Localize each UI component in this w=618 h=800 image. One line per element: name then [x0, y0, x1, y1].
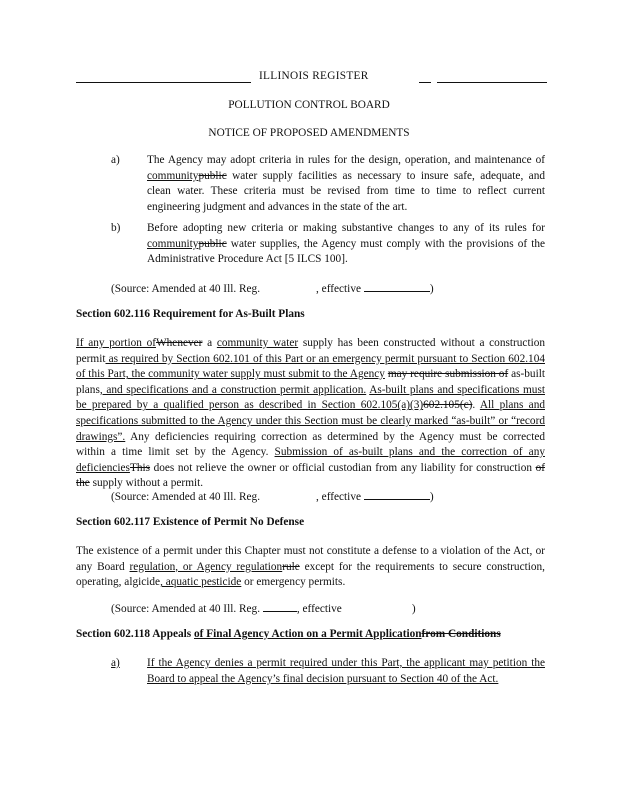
- inserted-text: community: [147, 169, 199, 182]
- header-rule-left: [76, 82, 251, 83]
- section-602-118-item-a-text: If the Agency denies a permit required under this Part, the applicant may petition the Board to appeal the Agency’s final decision pursuant to Section 40 of the Act.: [147, 657, 545, 685]
- source-note-3: (Source: Amended at 40 Ill. Reg. , effective ): [111, 600, 416, 617]
- section-602-117-body: The existence of a permit under this Chapter must not constitute a defense to a violation of the Act, or any Board regulation, or Agency regulationrule except for the requirements to secure construction, operating, algicide, aquatic pesticide or emergency permits.: [76, 545, 545, 589]
- register-title: ILLINOIS REGISTER: [259, 70, 369, 82]
- item-b-text: Before adopting new criteria or making substantive changes to any of its rules for communitypublic water supplies, the Agency must comply with the provisions of the Administrative Procedure Act [5 ILCS 100].: [147, 222, 545, 266]
- effective-date-blank: [364, 280, 430, 292]
- section-602-116-heading: Section 602.116 Requirement for As-Built Plans: [76, 308, 305, 320]
- section-602-118-heading: Section 602.118 Appeals of Final Agency Action on a Permit Applicationfrom Conditions: [76, 628, 501, 640]
- notice-title: NOTICE OF PROPOSED AMENDMENTS: [208, 127, 410, 139]
- effective-date-blank: [364, 488, 430, 500]
- item-b-label: b): [111, 222, 121, 234]
- item-a-text: The Agency may adopt criteria in rules for the design, operation, and maintenance of communitypublic water supply facilities as necessary to insure safe, adequate, and clean water. These criteria must be revised from time to time to reflect current engineering judgment and advances in the state of the art.: [147, 154, 545, 213]
- section-602-116-body: If any portion ofWhenever a community water supply has been constructed without a construction permit as required by Section 602.101 of this Part or an emergency permit pursuant to Section 602.104 of this Part, the community water supply must submit to the Agency may require submission of as-built plans, and specifications and a construction permit application. As-built plans and specifications must be prepared by a qualified person as described in Section 602.105(a)(3)602.105(c). All plans and specifications submitted to the Agency under this Section must be clearly marked “as-built” or “record drawings”. Any deficiencies requiring correction as determined by the Agency must be corrected within a time limit set by the Agency. Submission of as-built plans and the correction of any deficienciesThis does not relieve the owner or official custodian from any liability for construction of the supply without a permit.: [76, 337, 546, 490]
- item-a-label: a): [111, 154, 120, 166]
- register-page-blank: [263, 600, 297, 612]
- section-602-117-heading: Section 602.117 Existence of Permit No Defense: [76, 516, 305, 528]
- deleted-text: public: [198, 169, 227, 182]
- inserted-text: community: [147, 237, 199, 250]
- item-a-label: a): [111, 657, 120, 669]
- source-note-1: (Source: Amended at 40 Ill. Reg. , effective ): [111, 280, 434, 297]
- source-note-2: (Source: Amended at 40 Ill. Reg. , effective ): [111, 488, 434, 505]
- register-header: [76, 68, 548, 86]
- deleted-text: public: [198, 237, 227, 250]
- header-rule-right: [437, 82, 547, 83]
- board-name: POLLUTION CONTROL BOARD: [228, 99, 390, 111]
- header-rule-mid: [419, 82, 431, 83]
